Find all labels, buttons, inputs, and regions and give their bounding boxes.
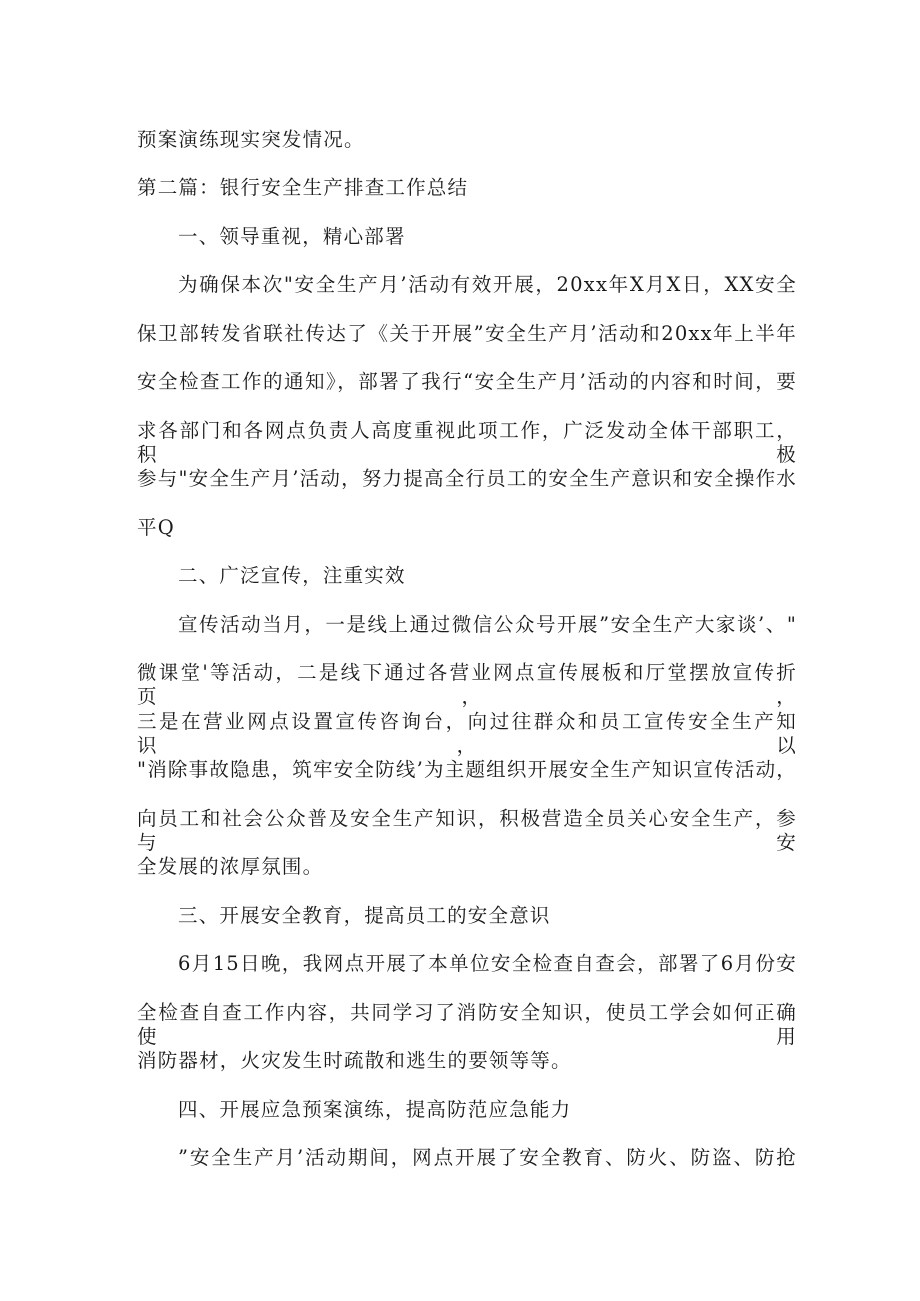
text-line: "消除事故隐患，筑牢安全防线’为主题组织开展安全生产知识宣传活动，: [137, 758, 797, 781]
text-line: 参与"安全生产月’活动，努力提高全行员工的安全生产意识和安全操作水: [137, 467, 797, 490]
text-line: 消防器材，火灾发生时疏散和逃生的要领等等。: [137, 1049, 572, 1072]
text-line: 三是在营业网点设置宣传咨询台，向过往群众和员工宣传安全生产知识，以: [137, 710, 797, 757]
heading-4: 四、开展应急预案演练，提高防范应急能力: [178, 1098, 572, 1121]
text-line: 保卫部转发省联社传达了《关于开展”安全生产月’活动和20xx年上半年: [137, 322, 797, 345]
text-line: 求各部门和各网点负责人高度重视此项工作，广泛发动全体干部职工，积极: [137, 419, 797, 466]
text-line: ”安全生产月’活动期间，网点开展了安全教育、防火、防盗、防抢: [178, 1146, 797, 1169]
text-line: 宣传活动当月，一是线上通过微信公众号开展”安全生产大家谈’、": [178, 613, 797, 636]
heading-1: 一、领导重视，精心部署: [178, 225, 406, 248]
text-line: 全发展的浓厚氛围。: [137, 855, 324, 878]
text-line: 向员工和社会公众普及安全生产知识，积极营造全员关心安全生产，参与安: [137, 807, 797, 854]
heading-2: 二、广泛宣传，注重实效: [178, 564, 406, 587]
section-title: 第二篇：银行安全生产排查工作总结: [137, 176, 469, 199]
text-line: 微课堂'等活动，二是线下通过各营业网点宣传展板和厅堂摆放宣传折页，，: [137, 661, 797, 708]
text-line: 预案演练现实突发情况。: [137, 128, 365, 151]
text-line: 平Q: [137, 516, 175, 539]
heading-3: 三、开展安全教育，提高员工的安全意识: [178, 904, 551, 927]
text-line: 为确保本次"安全生产月’活动有效开展，20xx年X月X日，XX安全: [178, 273, 797, 296]
text-line: 全检查自查工作内容，共同学习了消防安全知识，使员工学会如何正确使用: [137, 1001, 797, 1048]
text-line: 安全检查工作的通知》，部署了我行“安全生产月’活动的内容和时间，要: [137, 370, 797, 393]
text-line: 6月15日晚，我网点开展了本单位安全检查自查会，部署了6月份安: [178, 952, 797, 975]
